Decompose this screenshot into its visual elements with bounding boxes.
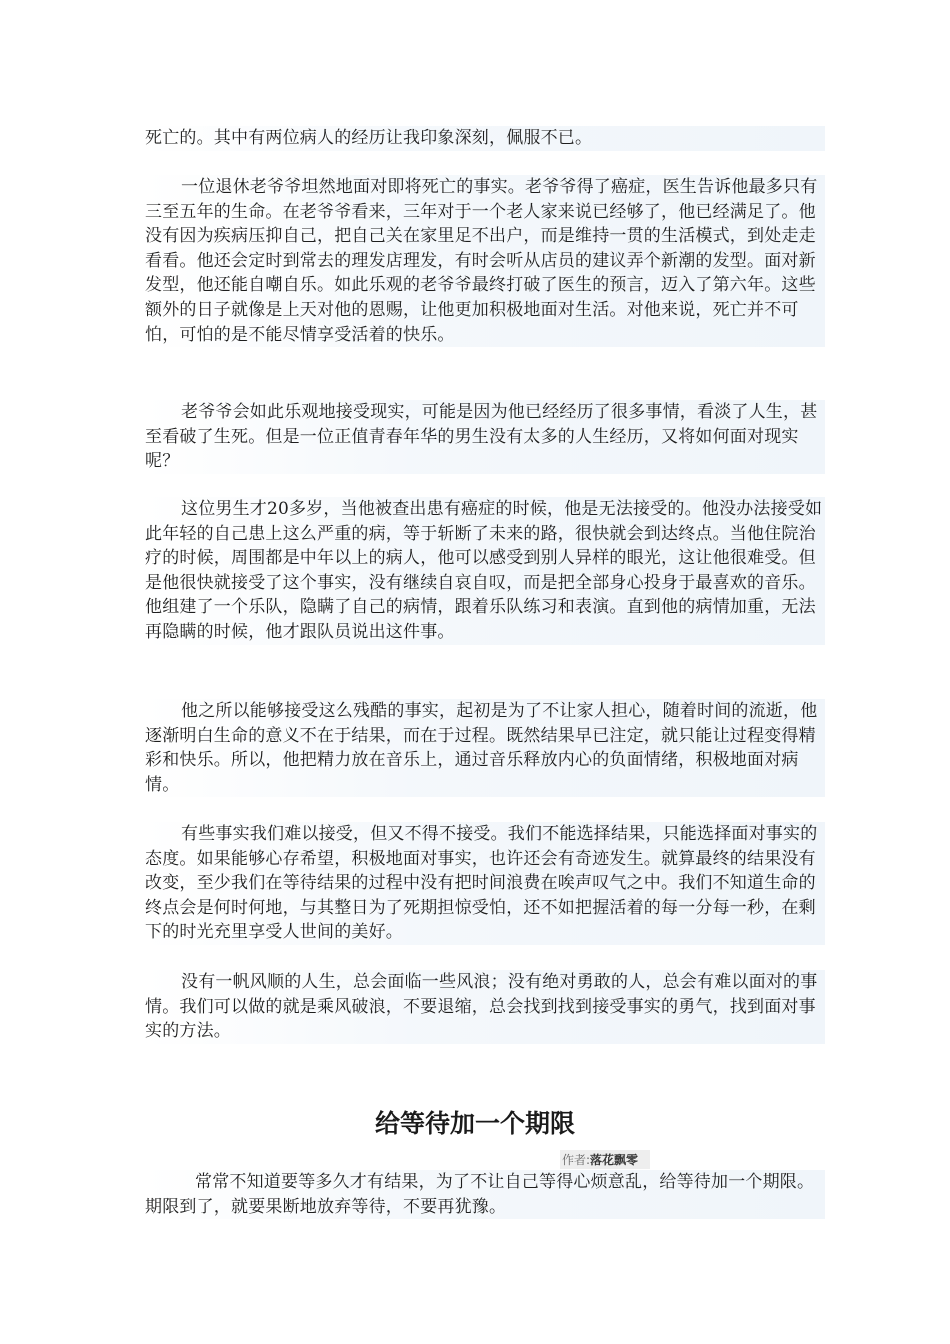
paragraph-2 bbox=[145, 175, 825, 347]
author-line bbox=[560, 1150, 650, 1169]
article-title: 给等待加一个期限 bbox=[374, 1109, 575, 1138]
paragraph-text: 他之所以能够接受这么残酷的事实，起初是为了不让家人担心，随着时间的流逝，他逐渐明白生命的意义不在于结果，而在于过程。既然结果早已注定，就只能让过程变得精彩和快乐。所以，他把精力放在音乐上，通过音乐释放内心的负面情绪，积极地面对病情。 bbox=[145, 701, 818, 795]
paragraph-text: 死亡的。其中有两位病人的经历让我印象深刻，佩服不已。 bbox=[145, 128, 593, 148]
paragraph-8 bbox=[145, 1170, 825, 1219]
author-name: 落花飘零 bbox=[590, 1153, 639, 1167]
paragraph-1 bbox=[145, 126, 825, 151]
paragraph-text: 一位退休老爷爷坦然地面对即将死亡的事实。老爷爷得了癌症，医生告诉他最多只有三至五年的生命。在老爷爷看来，三年对于一个老人家来说已经够了，他已经满足了。他没有因为疾病压抑自己，把自己关在家里足不出户，而是维持一贯的生活模式，到处走走看看。他还会定时到常去的理发店理发，有时会听从店员的建议弄个新潮的发型。面对新发型，他还能自嘲自乐。如此乐观的老爷爷最终打破了医生的预言，迈入了第六年。这些额外的日子就像是上天对他的恩赐，让他更加积极地面对生活。对他来说，死亡并不可怕，可怕的是不能尽情享受活着的快乐。 bbox=[145, 177, 818, 345]
paragraph-7 bbox=[145, 970, 825, 1044]
paragraph-text: 老爷爷会如此乐观地接受现实，可能是因为他已经经历了很多事情，看淡了人生，甚至看破了生死。但是一位正值青春年华的男生没有太多的人生经历，又将如何面对现实呢？ bbox=[145, 402, 818, 472]
paragraph-text: 常常不知道要等多久才有结果，为了不让自己等得心烦意乱，给等待加一个期限。期限到了，就要果断地放弃等待，不要再犹豫。 bbox=[145, 1172, 815, 1217]
paragraph-5 bbox=[145, 699, 825, 797]
paragraph-3 bbox=[145, 400, 825, 474]
paragraph-text: 这位男生才20多岁，当他被查出患有癌症的时候，他是无法接受的。他没办法接受如此年轻的自己患上这么严重的病，等于斩断了未来的路，很快就会到达终点。当他住院治疗的时候，周围都是中年以上的病人，他可以感受到别人异样的眼光，这让他很难受。但是他很快就接受了这个事实，没有继续自哀自叹，而是把全部身心投身于最喜欢的音乐。他组建了一个乐队，隐瞒了自己的病情，跟着乐队练习和表演。直到他的病情加重，无法再隐瞒的时候，他才跟队员说出这件事。 bbox=[145, 499, 823, 642]
paragraph-6 bbox=[145, 822, 825, 945]
author-prefix: 作者: bbox=[562, 1153, 591, 1167]
paragraph-4 bbox=[145, 497, 825, 645]
paragraph-text: 有些事实我们难以接受，但又不得不接受。我们不能选择结果，只能选择面对事实的态度。如果能够心存希望，积极地面对事实，也许还会有奇迹发生。就算最终的结果没有改变，至少我们在等待结果的过程中没有把时间浪费在唉声叹气之中。我们不知道生命的终点会是何时何地，与其整日为了死期担惊受怕，还不如把握活着的每一分每一秒，在剩下的时光充里享受人世间的美好。 bbox=[145, 824, 818, 943]
paragraph-text: 没有一帆风顺的人生，总会面临一些风浪；没有绝对勇敢的人，总会有难以面对的事情。我们可以做的就是乘风破浪，不要退缩，总会找到找到接受事实的勇气，找到面对事实的方法。 bbox=[145, 972, 818, 1042]
